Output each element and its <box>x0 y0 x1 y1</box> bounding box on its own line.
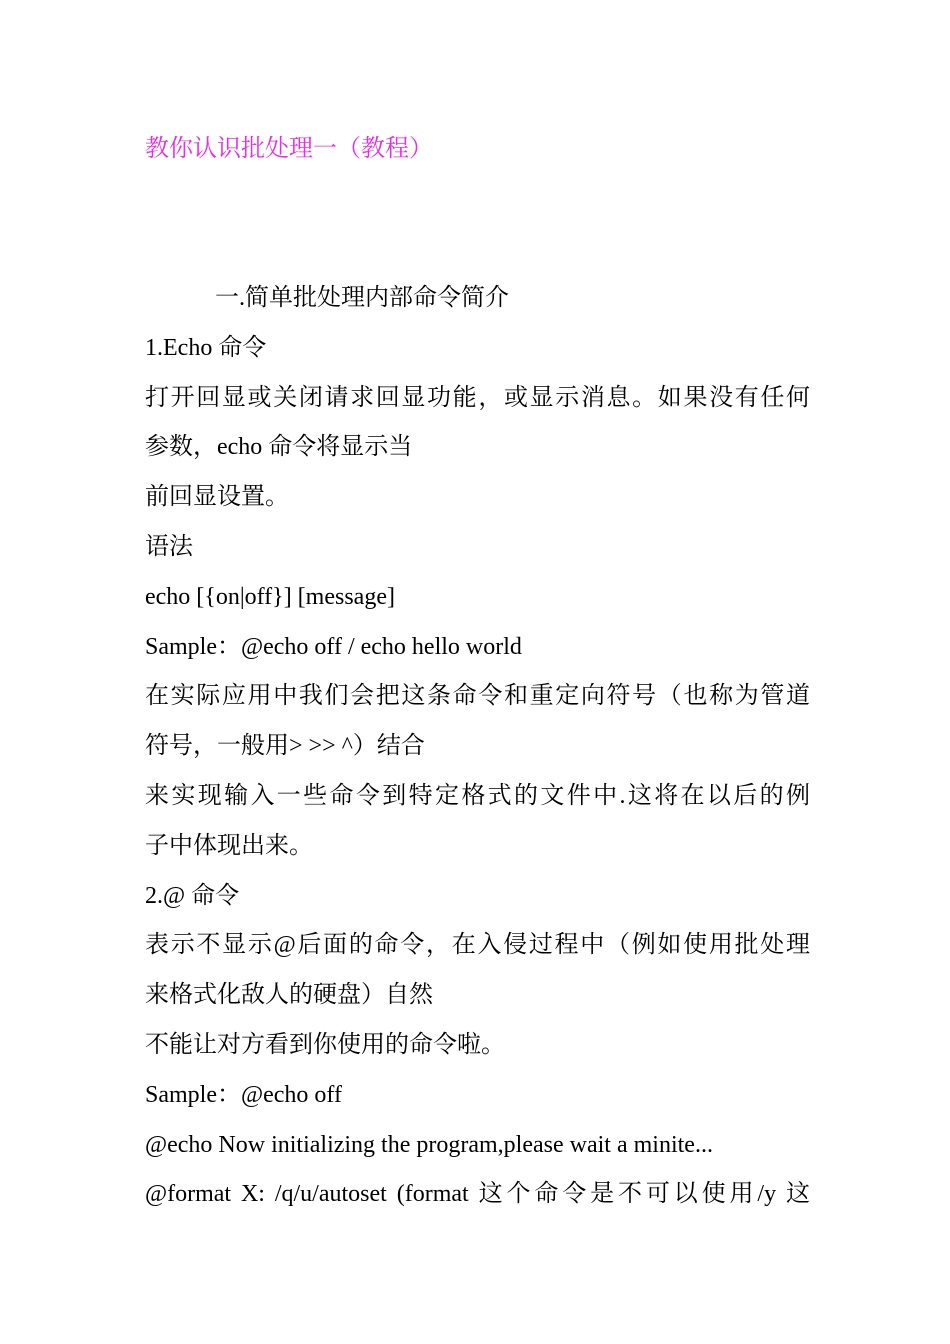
document-body <box>145 274 810 1220</box>
subsection-heading-at: 2.@ 命令 <box>145 882 240 909</box>
code-line: @format X: /q/u/autoset (format 这个命令是不可以使用/y 这 <box>145 1181 810 1208</box>
paragraph-line: 打开回显或关闭请求回显功能，或显示消息。如果没有任何 <box>145 384 810 411</box>
paragraph-line: 前回显设置。 <box>145 484 289 511</box>
sample-line: Sample：@echo off <box>145 1081 342 1108</box>
paragraph-line: 参数，echo 命令将显示当 <box>145 434 413 461</box>
paragraph-line: 符号，一般用> >> ^）结合 <box>145 733 425 760</box>
paragraph-line: 来格式化敌人的硬盘）自然 <box>145 982 433 1009</box>
subsection-heading-echo: 1.Echo 命令 <box>145 334 267 361</box>
syntax-label: 语法 <box>145 533 193 560</box>
document-title: 教你认识批处理一（教程） <box>145 136 433 162</box>
paragraph-line: 子中体现出来。 <box>145 832 313 859</box>
paragraph-line: 表示不显示@后面的命令，在入侵过程中（例如使用批处理 <box>145 932 810 959</box>
section-heading: 一.简单批处理内部命令简介 <box>215 285 509 311</box>
paragraph-line: 不能让对方看到你使用的命令啦。 <box>145 1031 505 1058</box>
sample-line: Sample：@echo off / echo hello world <box>145 633 522 660</box>
code-line: @echo Now initializing the program,please wait a minite... <box>145 1131 713 1158</box>
syntax-line: echo [{on|off}] [message] <box>145 583 395 610</box>
paragraph-line: 来实现输入一些命令到特定格式的文件中.这将在以后的例 <box>145 782 810 809</box>
paragraph-line: 在实际应用中我们会把这条命令和重定向符号（也称为管道 <box>145 683 810 710</box>
